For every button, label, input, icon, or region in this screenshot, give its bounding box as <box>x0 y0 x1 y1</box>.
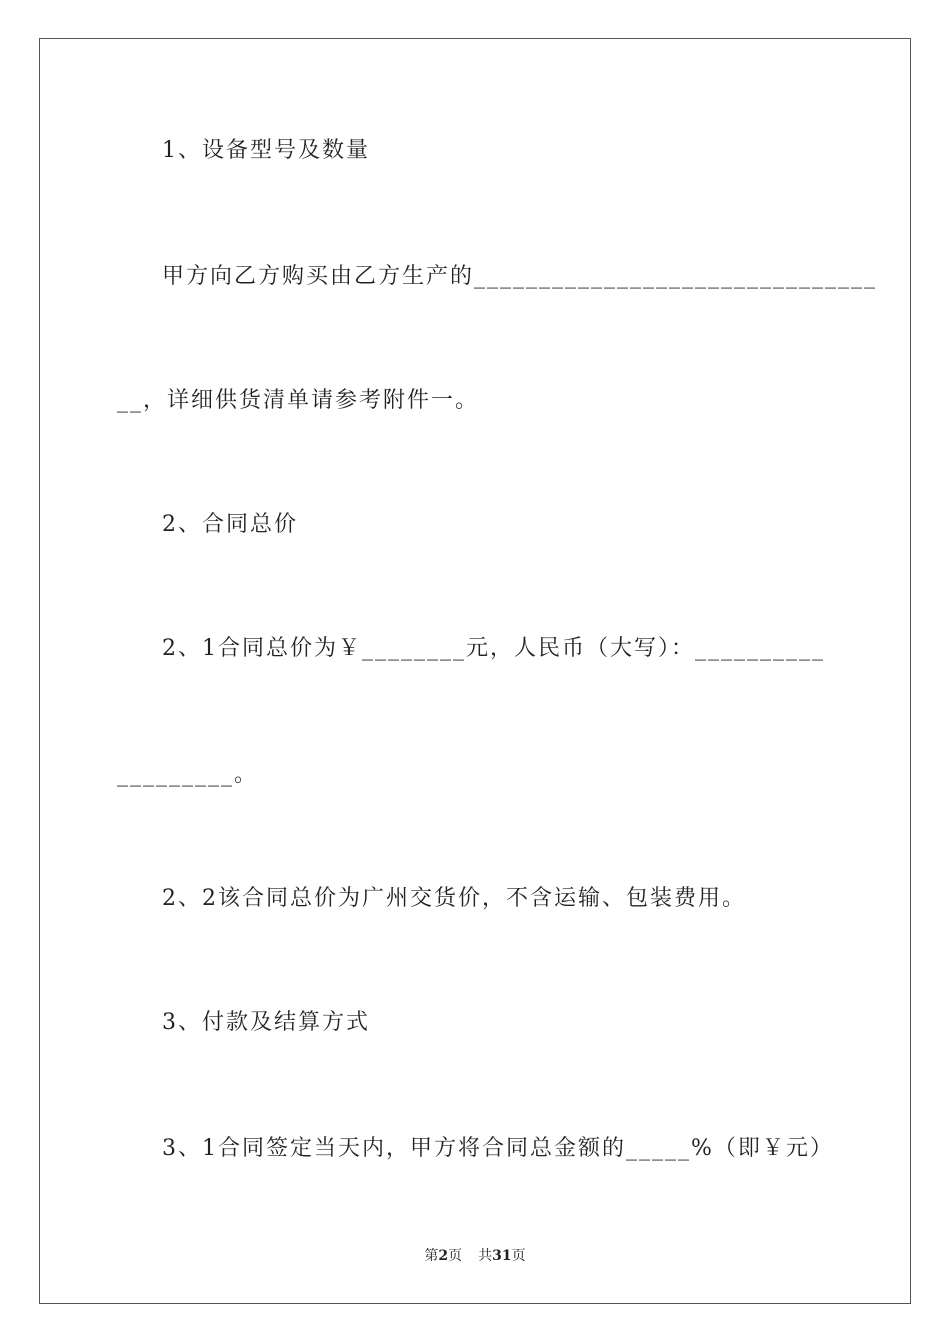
footer-total-prefix: 共 <box>478 1248 493 1264</box>
paragraph-total-price-line-2: _________。 <box>117 762 259 787</box>
section-heading-equipment: 1、设备型号及数量 <box>162 138 370 163</box>
footer-page-suffix: 页 <box>448 1248 463 1264</box>
paragraph-payment-line-1: 3、1合同签定当天内，甲方将合同总金额的_____%（即￥元） <box>162 1136 834 1161</box>
footer-page-number: 2 <box>438 1248 449 1264</box>
section-heading-total-price: 2、合同总价 <box>162 512 298 537</box>
footer-total-pages: 31 <box>492 1248 512 1264</box>
paragraph-delivery-price: 2、2该合同总价为广州交货价，不含运输、包装费用。 <box>162 886 746 911</box>
page-footer <box>0 1246 950 1266</box>
section-heading-payment: 3、付款及结算方式 <box>162 1010 370 1035</box>
paragraph-purchase-line-1: 甲方向乙方购买由乙方生产的_______________________________ <box>162 264 878 289</box>
page-border <box>39 38 911 1304</box>
paragraph-purchase-line-2: __，详细供货清单请参考附件一。 <box>117 388 480 413</box>
paragraph-total-price-line-1: 2、1合同总价为￥________元，人民币（大写）：__________ <box>162 636 825 661</box>
footer-page-prefix: 第 <box>424 1248 439 1264</box>
footer-total-suffix: 页 <box>511 1248 526 1264</box>
